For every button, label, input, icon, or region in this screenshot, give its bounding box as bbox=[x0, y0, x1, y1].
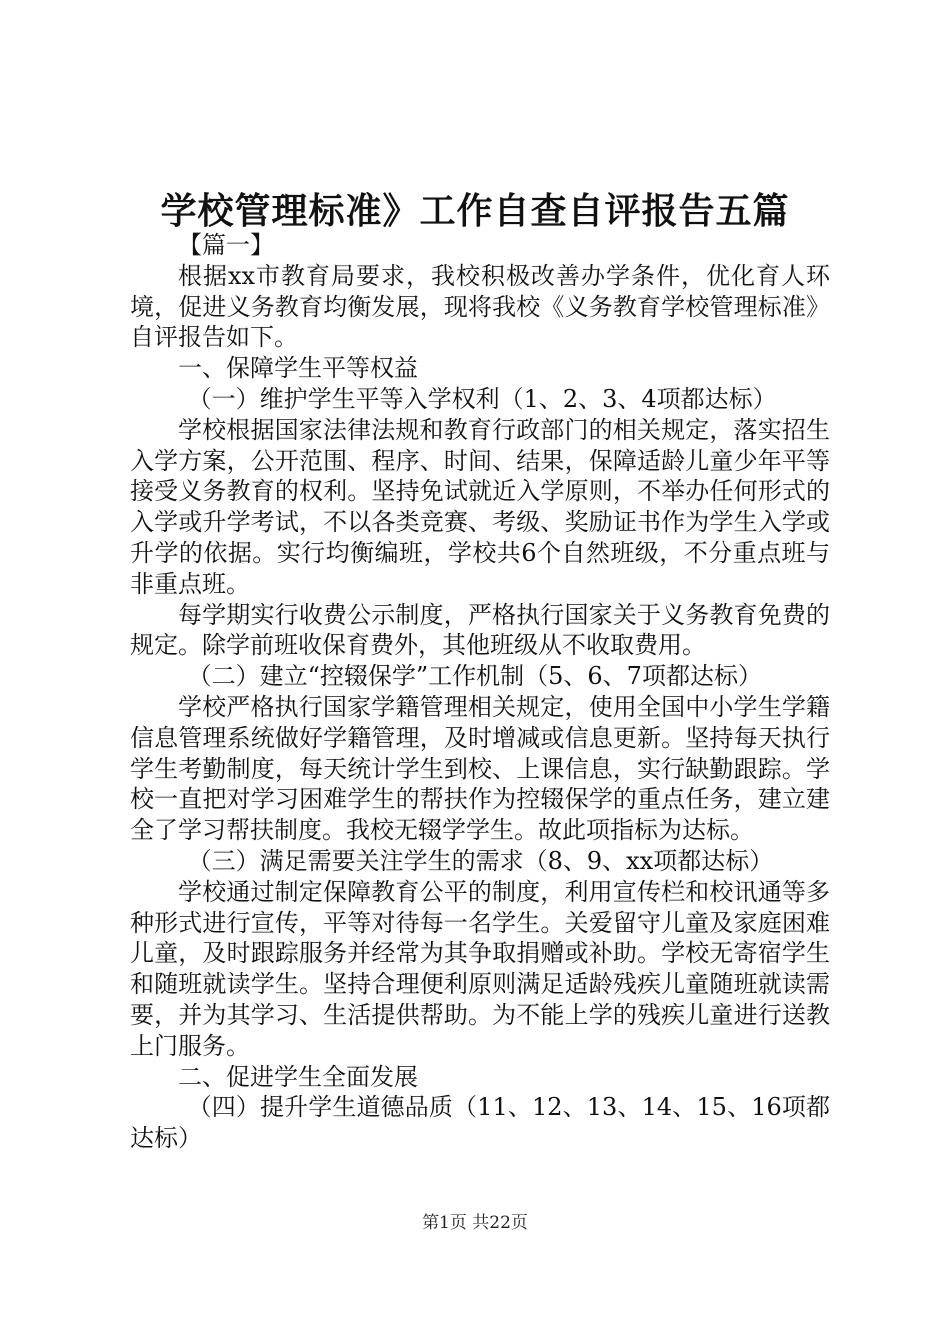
heading-part-two: 二、促进学生全面发展 bbox=[178, 1062, 418, 1091]
subheading-4: （四）提升学生道德品质（11、12、13、14、15、16项都达标） bbox=[130, 1093, 830, 1153]
subheading-2: （二）建立“控辍保学”工作机制（5、6、7项都达标） bbox=[187, 662, 762, 691]
page-footer: 第1页 共22页 bbox=[422, 1213, 528, 1233]
paragraph-admission: 学校根据国家法律法规和教育行政部门的相关规定，落实招生入学方案，公开范围、程序、时间、结果，保障适龄儿童少年平等接受义务教育的权利。坚持免试就近入学原则，不举办任何形式的入学或升学考试，不以各类竞赛、考级、奖励证书作为学生入学或升学的依据。实行均衡编班，学校共6个自然班级，不分重点班与非重点班。 bbox=[130, 415, 830, 598]
paragraph-intro: 根据xx市教育局要求，我校积极改善办学条件，优化育人环境，促进义务教育均衡发展，现将我校《义务教育学校管理标准》自评报告如下。 bbox=[130, 261, 830, 352]
document-title: 学校管理标准》工作自查自评报告五篇 bbox=[160, 190, 790, 232]
section-label: 【篇一】 bbox=[178, 231, 274, 259]
document-body bbox=[130, 230, 830, 1154]
paragraph-dropout: 学校严格执行国家学籍管理相关规定，使用全国中小学生学籍信息管理系统做好学籍管理，及时增减或信息更新。坚持每天执行学生考勤制度，每天统计学生到校、上课信息，实行缺勤跟踪。学校一直把对学习困难学生的帮扶作为控辍保学的重点任务，建立建全了学习帮扶制度。我校无辍学学生。故此项指标为达标。 bbox=[130, 692, 830, 845]
paragraph-equity: 学校通过制定保障教育公平的制度，利用宣传栏和校讯通等多种形式进行宣传，平等对待每一名学生。关爱留守儿童及家庭困难儿童，及时跟踪服务并经常为其争取捐赠或补助。学校无寄宿学生和随班就读学生。坚持合理便利原则满足适龄残疾儿童随班就读需要，并为其学习、生活提供帮助。为不能上学的残疾儿童进行送教上门服务。 bbox=[130, 877, 830, 1060]
subheading-1: （一）维护学生平等入学权利（1、2、3、4项都达标） bbox=[187, 384, 777, 413]
paragraph-fees: 每学期实行收费公示制度，严格执行国家关于义务教育免费的规定。除学前班收保育费外，其他班级从不收取费用。 bbox=[130, 600, 830, 660]
subheading-3: （三）满足需要关注学生的需求（8、9、xx项都达标） bbox=[187, 846, 774, 875]
heading-part-one: 一、保障学生平等权益 bbox=[178, 354, 418, 383]
